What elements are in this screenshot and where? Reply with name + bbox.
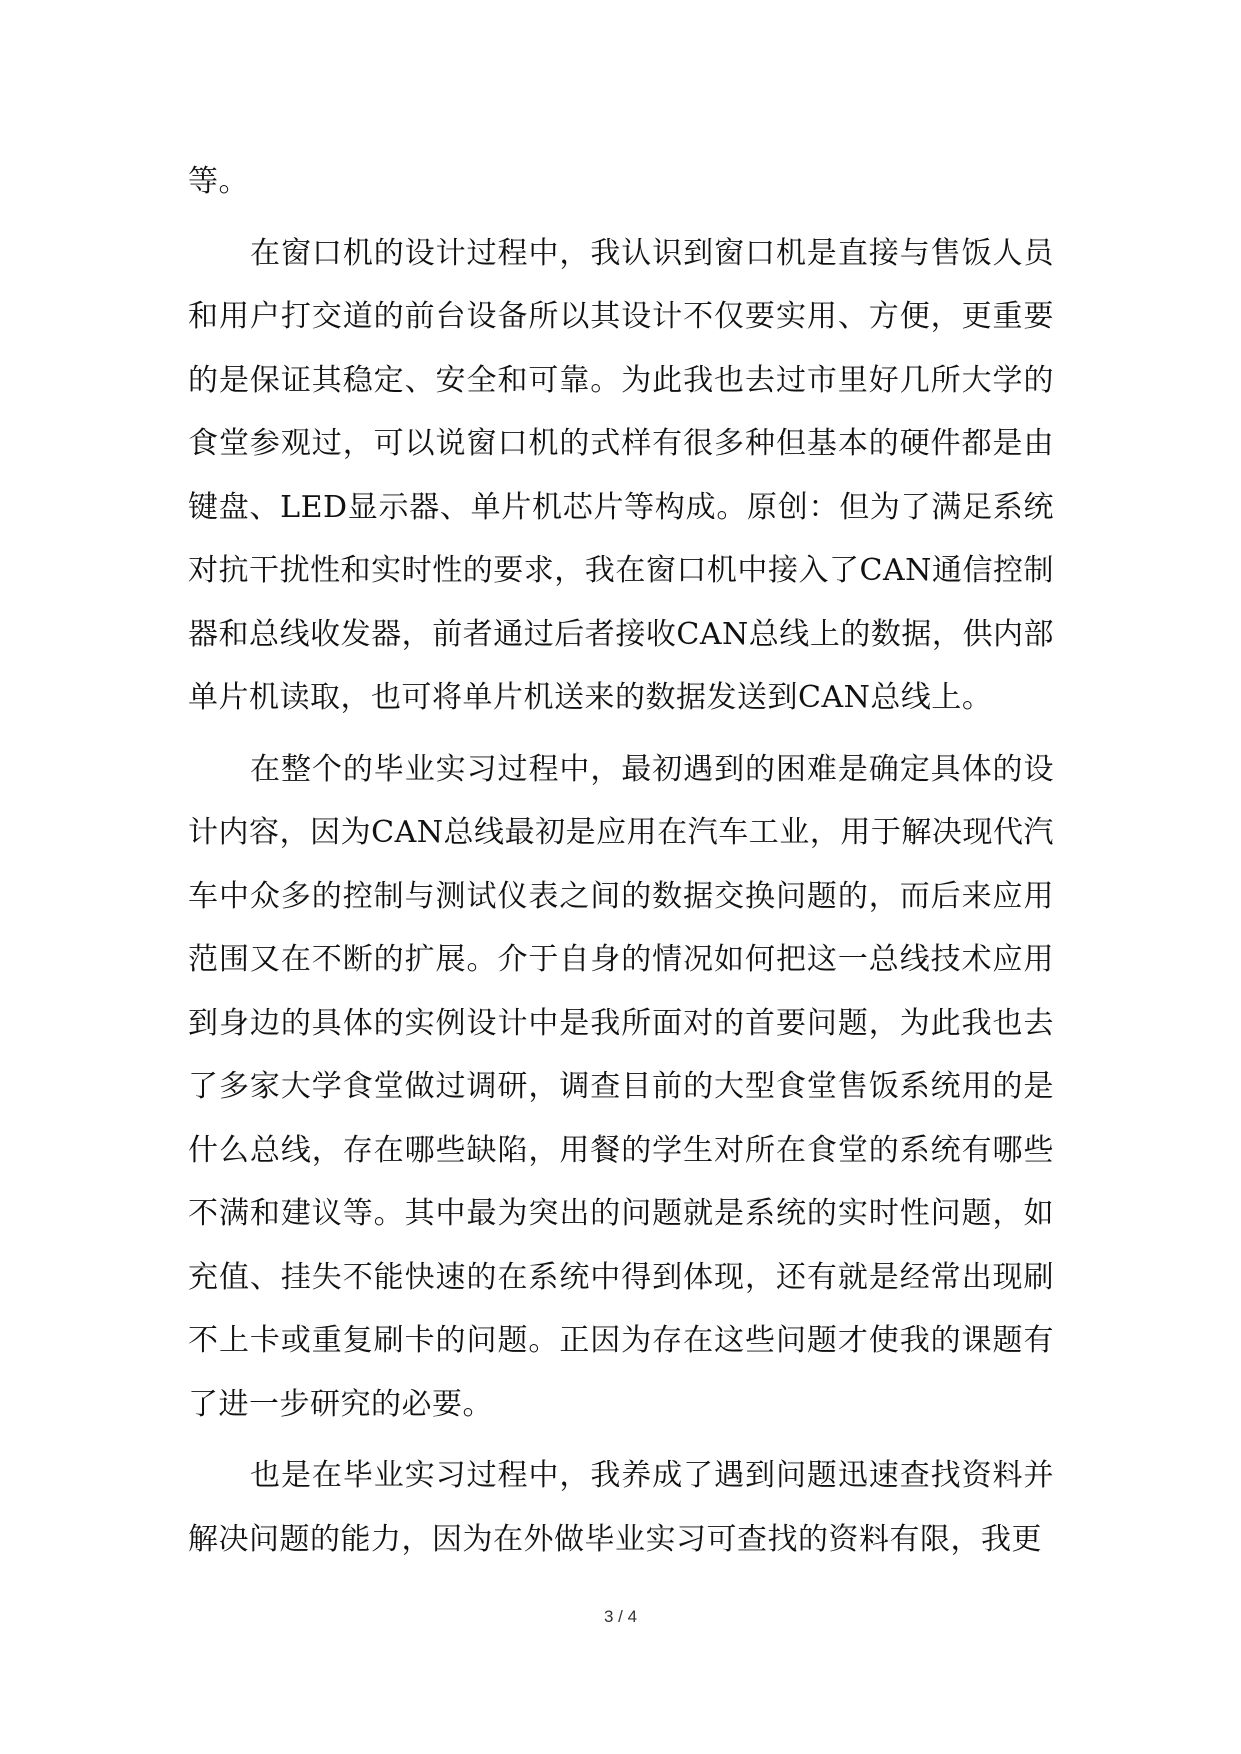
paragraph-window-machine-design: 在窗口机的设计过程中，我认识到窗口机是直接与售饭人员和用户打交道的前台设备所以其设计不仅要实用、方便，更重要的是保证其稳定、安全和可靠。为此我也去过市里好几所大学的食堂参观过，可以说窗口机的式样有很多种但基本的硬件都是由键盘、LED显示器、单片机芯片等构成。原创：但为了满足系统对抗干扰性和实时性的要求，我在窗口机中接入了CAN通信控制器和总线收发器，前者通过后者接收CAN总线上的数据，供内部单片机读取，也可将单片机送来的数据发送到CAN总线上。 bbox=[188, 235, 1054, 715]
paragraph-problem-solving: 也是在毕业实习过程中，我养成了遇到问题迅速查找资料并解决问题的能力，因为在外做毕业实习可查找的资料有限，我更 bbox=[188, 1458, 1054, 1557]
body-text bbox=[188, 150, 1054, 1579]
page-number: 3 / 4 bbox=[603, 1607, 638, 1626]
paragraph-internship-difficulties: 在整个的毕业实习过程中，最初遇到的困难是确定具体的设计内容，因为CAN总线最初是应用在汽车工业，用于解决现代汽车中众多的控制与测试仪表之间的数据交换问题的，而后来应用范围又在不断的扩展。介于自身的情况如何把这一总线技术应用到身边的具体的实例设计中是我所面对的首要问题，为此我也去了多家大学食堂做过调研，调查目前的大型食堂售饭系统用的是什么总线，存在哪些缺陷，用餐的学生对所在食堂的系统有哪些不满和建议等。其中最为突出的问题就是系统的实时性问题，如充值、挂失不能快速的在系统中得到体现，还有就是经常出现刷不上卡或重复刷卡的问题。正因为存在这些问题才使我的课题有了进一步研究的必要。 bbox=[188, 751, 1054, 1422]
paragraph-continuation: 等。 bbox=[188, 164, 249, 199]
